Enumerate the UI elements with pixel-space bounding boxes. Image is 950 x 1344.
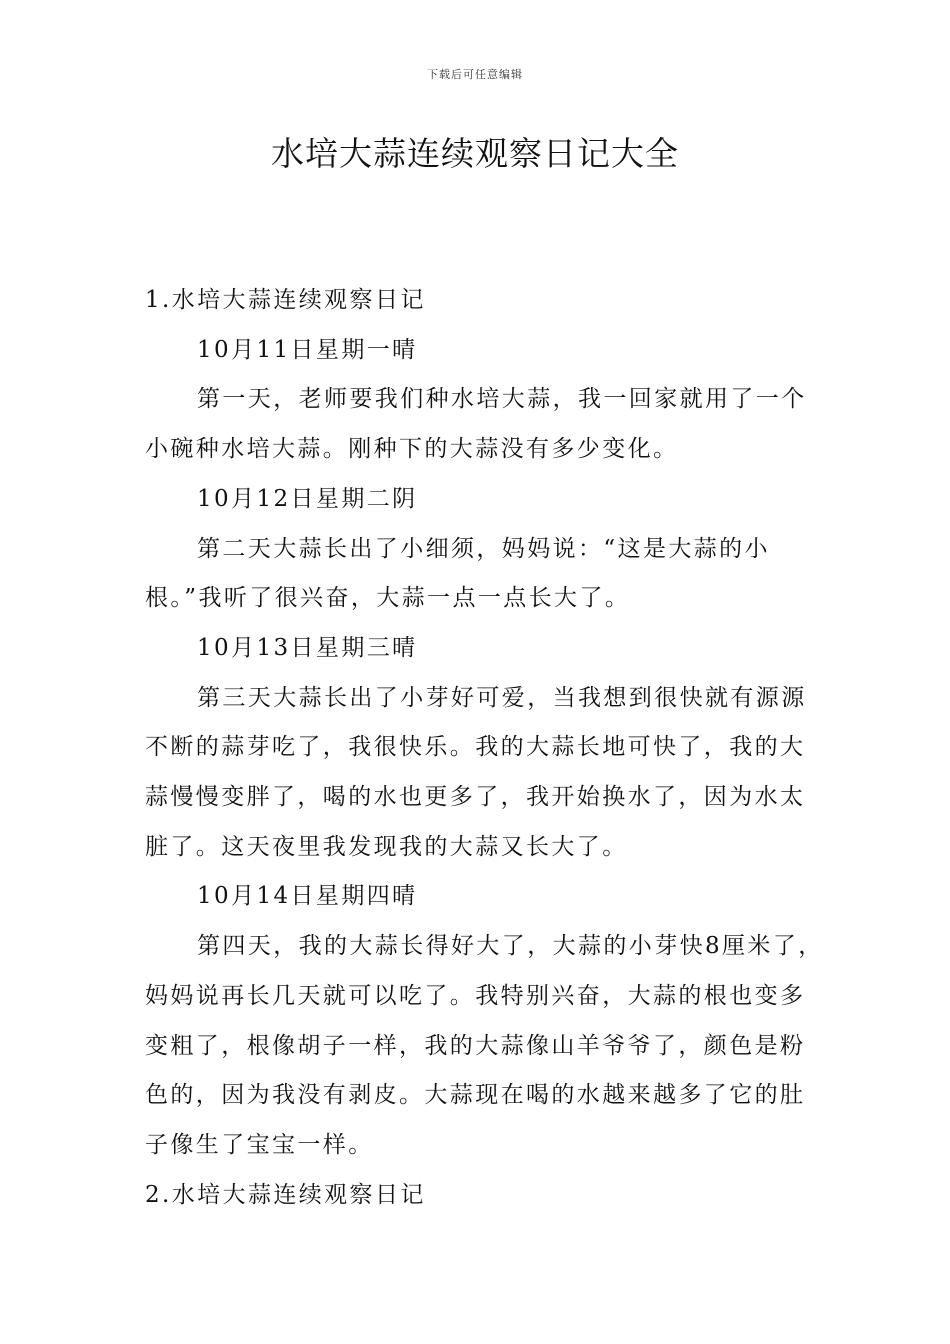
document-title: 水培大蒜连续观察日记大全 [271,134,679,173]
entry-date: 10月14日星期四晴 [197,883,418,910]
entry-date: 10月11日星期一晴 [197,336,418,363]
entry-paragraph: 第一天，老师要我们种水培大蒜，我一回家就用了一个小碗种水培大蒜。刚种下的大蒜没有多少变化。 [145,386,807,463]
entry-paragraph: 第四天，我的大蒜长得好大了，大蒜的小芽快8厘米了，妈妈说再长几天就可以吃了。我特别兴奋，大蒜的根也变多变粗了，根像胡子一样，我的大蒜像山羊爷爷了，颜色是粉色的，因为我没有剥皮。大蒜现在喝的水越来越多了它的肚子像生了宝宝一样。 [145,933,824,1158]
entry-paragraph: 第二天大蒜长出了小细须，妈妈说：“这是大蒜的小根。”我听了很兴奋，大蒜一点一点长大了。 [145,535,770,612]
header-note: 下载后可任意编辑 [427,68,523,81]
entry-date: 10月13日星期三晴 [197,634,418,661]
entry-date: 10月12日星期二阴 [197,485,418,512]
entry-paragraph: 第三天大蒜长出了小芽好可爱，当我想到很快就有源源不断的蒜芽吃了，我很快乐。我的大蒜长地可快了，我的大蒜慢慢变胖了，喝的水也更多了，我开始换水了，因为水太脏了。这天夜里我发现我的大蒜又长大了。 [145,684,807,860]
section-heading: 1.水培大蒜连续观察日记 [145,287,426,313]
document-body [145,276,825,1220]
section-heading: 2.水培大蒜连续观察日记 [145,1181,426,1208]
